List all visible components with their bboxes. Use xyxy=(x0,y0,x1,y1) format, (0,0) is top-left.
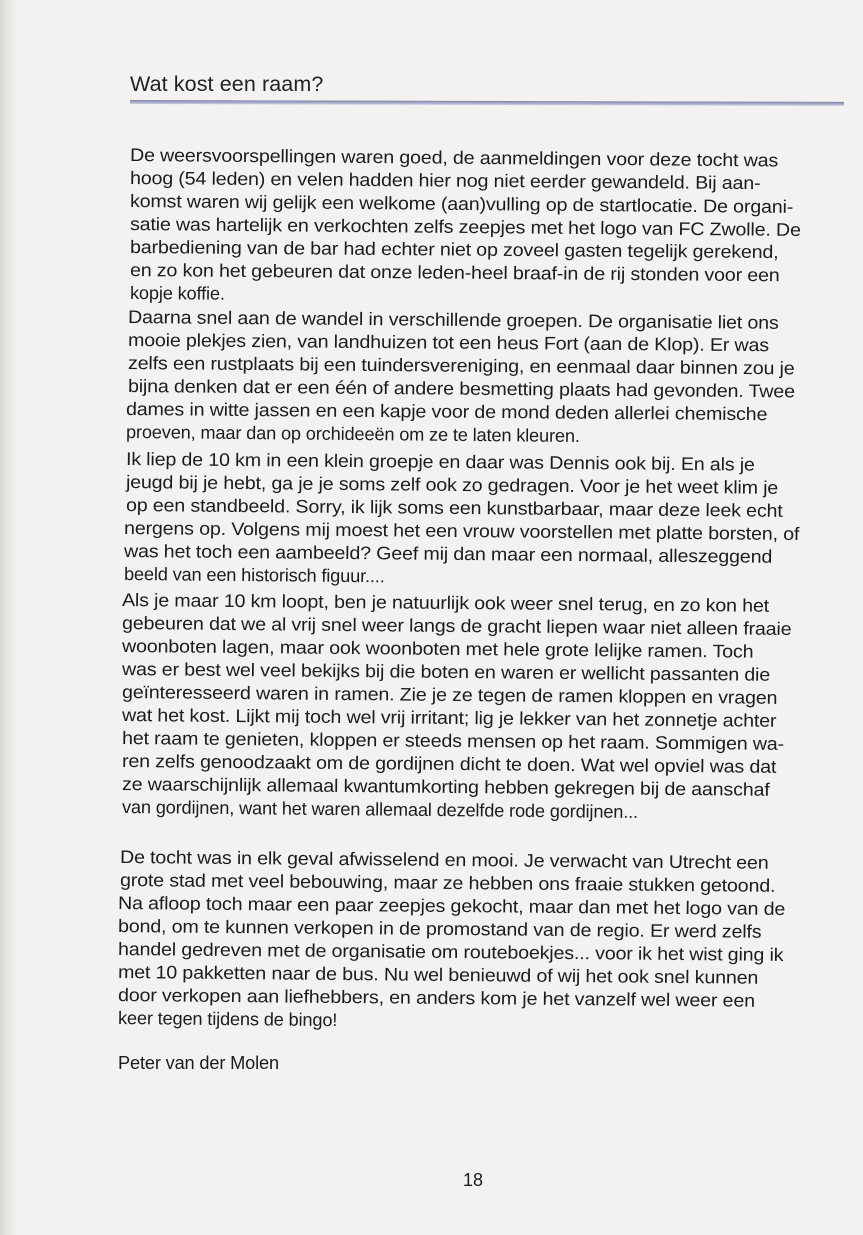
article-text-line: bond, om te kunnen verkopen in de promostand van de regio. Er werd zelfs xyxy=(117,916,762,942)
article-text-line: was er best wel veel bekijks bij die boten en waren er wellicht passanten die xyxy=(121,659,771,685)
article-text-line: bijna denken dat er een één of andere besmetting plaats had gevonden. Twee xyxy=(127,376,795,402)
article-text-line: De tocht was in elk geval afwisselend en mooi. Je verwacht van Utrecht een xyxy=(119,847,769,873)
article-text-line: wat het kost. Lijkt mij toch wel vrij irritant; lig je lekker van het zonnetje achter xyxy=(121,705,777,731)
article-text-line: De weersvoorspellingen waren goed, de aanmeldingen voor deze tocht was xyxy=(129,145,779,171)
article-text-line: Na afloop toch maar een paar zeepjes gekocht, maar dan met het logo van de xyxy=(117,893,786,919)
article-text-line: grote stad met veel bebouwing, maar ze hebben ons fraaie stukken getoond. xyxy=(119,870,776,896)
article-text-line: proeven, maar dan op orchideeën om ze te laten kleuren. xyxy=(125,422,580,446)
article-text-line: woonboten lagen, maar ook woonboten met hele grote lelijke ramen. Toch xyxy=(121,636,754,662)
article-text-line: jeugd bij je hebt, ga je je soms zelf ook zo gedragen. Voor je het weet klim je xyxy=(125,472,779,498)
author-signature: Peter van der Molen xyxy=(118,1053,279,1073)
article-text-line: Daarna snel aan de wandel in verschillende groepen. De organisatie liet ons xyxy=(127,307,779,333)
article-text-line: barbediening van de bar had echter niet op zoveel gasten tegelijk gerekend, xyxy=(129,237,779,263)
article-text-line: en zo kon het gebeuren dat onze leden-heel braaf-in de rij stonden voor een xyxy=(129,260,780,286)
article-text-line: hoog (54 leden) en velen hadden hier nog niet eerder gewandeld. Bij aan- xyxy=(129,168,761,194)
article-text-line: nergens op. Volgens mij moest het een vrouw voorstellen met platte borsten, of xyxy=(123,518,800,545)
article-text-line: Als je maar 10 km loopt, ben je natuurlijk ook weer snel terug, en zo kon het xyxy=(121,590,770,616)
page-number: 18 xyxy=(463,1170,484,1190)
article-text-line: het raam te genieten, kloppen er steeds mensen op het raam. Sommigen wa- xyxy=(121,728,785,754)
article-text-line: geïnteresseerd waren in ramen. Zie je ze tegen de ramen kloppen en vragen xyxy=(121,682,778,708)
article-text-line: keer tegen tijdens de bingo! xyxy=(117,1008,338,1031)
article-text-line: zelfs een rustplaats bij een tuindersvereniging, en eenmaal daar binnen zou je xyxy=(127,353,795,379)
article-text-line: dames in witte jassen en een kapje voor de mond deden allerlei chemische xyxy=(125,399,768,425)
article-text-line: van gordijnen, want het waren allemaal dezelfde rode gordijnen... xyxy=(121,797,639,822)
article-text-line: met 10 pakketten naar de bus. Nu wel benieuwd of wij het ook snel kunnen xyxy=(117,962,759,988)
article-text-line: komst waren wij gelijk een welkome (aan)vulling op de startlocatie. De organi- xyxy=(129,191,794,217)
article-text-line: handel gedreven met de organisatie om routeboekjes... voor ik het wist ging ik xyxy=(117,939,784,965)
article-text-line: satie was hartelijk en verkochten zelfs zeepjes met het logo van FC Zwolle. De xyxy=(129,214,801,240)
article-text-line: ren zelfs genoodzaakt om de gordijnen dicht te doen. Wat wel opviel was dat xyxy=(121,751,777,777)
article-text-line: mooie plekjes zien, van landhuizen tot een heus Fort (aan de Klop). Er was xyxy=(127,330,770,356)
article-text-line: door verkopen aan liefhebbers, en anders kom je het vanzelf wel weer een xyxy=(117,985,756,1011)
article-text-line: kopje koffie. xyxy=(129,283,225,304)
article-text-line: was het toch een aambeeld? Geef mij dan maar een normaal, alleszeggend xyxy=(123,541,773,567)
article-text-line: beeld van een historisch figuur.... xyxy=(123,564,385,587)
article-text-line: op een standbeeld. Sorry, ik lijk soms een kunstbarbaar, maar deze leek echt xyxy=(125,495,783,521)
article-text-line: ze waarschijnlijk allemaal kwantumkorting hebben gekregen bij de aanschaf xyxy=(121,774,770,800)
article-text-line: Ik liep de 10 km in een klein groepje en daar was Dennis ook bij. En als je xyxy=(125,449,755,475)
article-title: Wat kost een raam? xyxy=(130,72,324,96)
article-text-line: gebeuren dat we al vrij snel weer langs de gracht liepen waar niet alleen fraaie xyxy=(121,613,792,639)
